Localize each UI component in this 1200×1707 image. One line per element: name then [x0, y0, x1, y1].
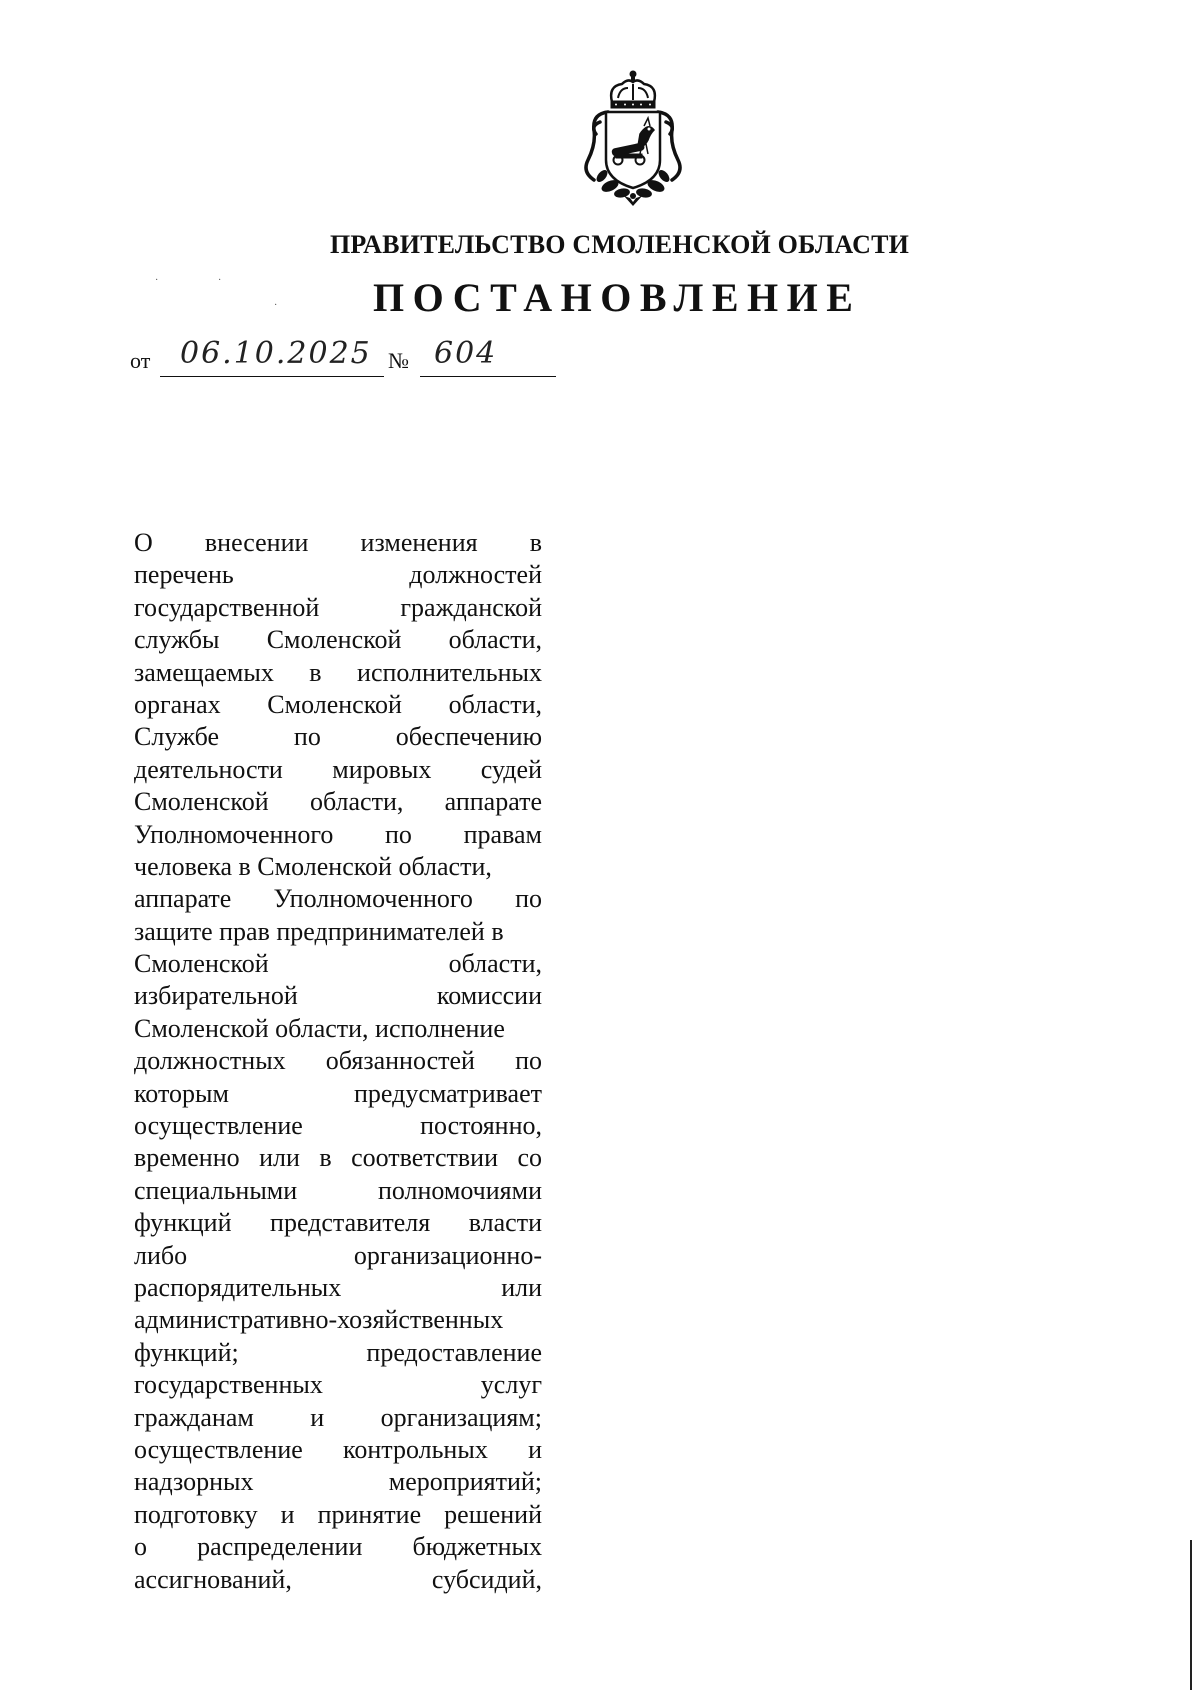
subject-line: которым предусматривает [134, 1078, 542, 1108]
subject-line: должностных обязанностей по [134, 1046, 542, 1076]
subject-line: распорядительных или [134, 1272, 542, 1302]
scan-artifact: · [218, 275, 222, 286]
subject-line: ассигнований, субсидий, [134, 1564, 542, 1594]
document-subject [134, 527, 542, 1596]
subject-line: Службе по обеспечению [134, 722, 542, 752]
document-type-heading: ПОСТАНОВЛЕНИЕ [373, 275, 862, 320]
subject-line: надзорных мероприятий; [134, 1467, 542, 1497]
date-from-label: от [130, 348, 151, 373]
subject-line: административно-хозяйственных [134, 1305, 504, 1335]
subject-line: функций; предоставление [134, 1337, 542, 1367]
scan-artifact: · [155, 275, 159, 286]
subject-line: государственных услуг [134, 1370, 542, 1400]
subject-line: аппарате Уполномоченного по [134, 884, 542, 914]
number-label: № [388, 348, 409, 373]
subject-line: осуществление постоянно, [134, 1111, 542, 1141]
date-field [160, 336, 384, 377]
subject-line: временно или в соответствии со [134, 1143, 542, 1173]
subject-line: либо организационно- [134, 1240, 542, 1270]
government-title: ПРАВИТЕЛЬСТВО СМОЛЕНСКОЙ ОБЛАСТИ [330, 230, 910, 259]
subject-line: перечень должностей [134, 560, 542, 590]
subject-line: осуществление контрольных и [134, 1434, 542, 1464]
subject-line: Смоленской области, исполнение [134, 1013, 505, 1043]
subject-line: службы Смоленской области, [134, 625, 542, 655]
subject-line: замещаемых в исполнительных [134, 657, 542, 687]
subject-line: избирательной комиссии [134, 981, 542, 1011]
number-field [420, 336, 556, 377]
subject-line: деятельности мировых судей [134, 754, 542, 784]
subject-line: О внесении изменения в [134, 528, 542, 557]
subject-line: органах Смоленской области, [134, 689, 542, 719]
scan-artifact: · [274, 300, 278, 311]
subject-line: о распределении бюджетных [134, 1532, 542, 1562]
date-value: 06.10.2025 [180, 336, 372, 371]
subject-line: человека в Смоленской области, [134, 851, 492, 881]
coat-of-arms-icon [578, 68, 688, 208]
number-value: 604 [434, 336, 498, 371]
subject-line: защите прав предпринимателей в [134, 916, 504, 946]
subject-line: Смоленской области, [134, 949, 542, 979]
dateline [130, 336, 590, 380]
subject-line: функций представителя власти [134, 1208, 542, 1238]
subject-line: Смоленской области, аппарате [134, 787, 542, 817]
subject-line: специальными полномочиями [134, 1175, 542, 1205]
subject-line: государственной гражданской [134, 592, 542, 622]
subject-line: гражданам и организациям; [134, 1402, 542, 1432]
subject-line: подготовку и принятие решений [134, 1499, 542, 1529]
scan-edge-line [1190, 1540, 1192, 1690]
subject-line: Уполномоченного по правам [134, 819, 542, 849]
